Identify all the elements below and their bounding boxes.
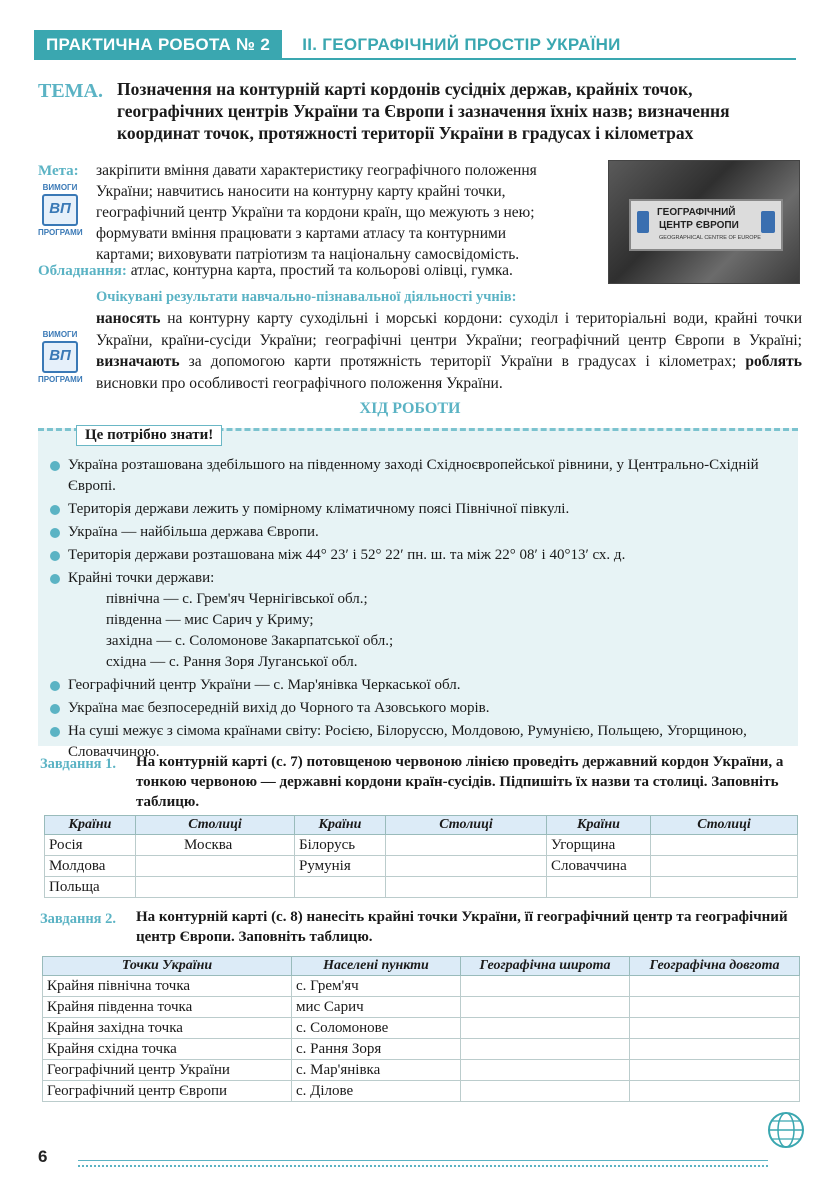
table-row xyxy=(43,997,800,1018)
table-cell[interactable] xyxy=(630,1039,800,1060)
course-of-work-title: ХІД РОБОТИ xyxy=(359,400,461,417)
table-cell[interactable] xyxy=(630,1081,800,1102)
bullet-icon xyxy=(50,551,60,561)
table-cell: мис Сарич xyxy=(292,997,461,1018)
table-row xyxy=(43,1060,800,1081)
task2-label: Завдання 2. xyxy=(40,911,117,927)
table-cell[interactable] xyxy=(386,856,547,877)
equipment-label: Обладнання: xyxy=(38,263,127,279)
section-title: II. ГЕОГРАФІЧНИЙ ПРОСТІР УКРАЇНИ xyxy=(282,30,796,60)
keyword-apply: наносять xyxy=(96,310,161,327)
list-item-text: Територія держави лежить у помірному кліматичному поясі Північної півкулі. xyxy=(68,501,570,517)
table-cell: Росія xyxy=(45,835,136,856)
badge-bottom-text: ПРОГРАМИ xyxy=(38,228,83,237)
bullet-icon xyxy=(50,704,60,714)
table-cell[interactable] xyxy=(651,856,798,877)
extreme-point: північна — с. Грем'яч Чернігівської обл.; xyxy=(106,591,368,607)
table-row xyxy=(43,1081,800,1102)
list-item xyxy=(50,568,792,673)
bullet-icon xyxy=(50,574,60,584)
table-cell: Географічний центр Європи xyxy=(43,1081,292,1102)
table-cell: Польща xyxy=(45,877,136,898)
bullet-icon xyxy=(50,727,60,737)
globe-icon xyxy=(766,1110,806,1150)
extreme-point: західна — с. Соломонове Закарпатської обл.; xyxy=(106,633,394,649)
need-to-know-title: Це потрібно знати! xyxy=(76,425,222,446)
table-cell[interactable] xyxy=(295,877,386,898)
task1-label: Завдання 1. xyxy=(40,756,117,772)
list-item xyxy=(50,675,792,696)
europe-center-photo xyxy=(608,160,800,284)
list-item xyxy=(50,499,792,520)
trident-icon xyxy=(637,211,649,233)
task2-table xyxy=(42,956,800,1102)
bullet-icon xyxy=(50,461,60,471)
photo-sign-line3: GEOGRAPHICAL CENTRE OF EUROPE xyxy=(659,235,761,241)
expected-text-part: висновки про особливості географічного положення України. xyxy=(96,374,503,392)
expected-results-text xyxy=(96,308,802,394)
table-cell[interactable] xyxy=(630,1060,800,1081)
list-item-text: Територія держави розташована між 44° 23′ і 52° 22′ пн. ш. та між 22° 08′ і 40°13′ сх. д. xyxy=(68,547,626,563)
goal-line: формувати вміння працювати з картами атласу та контурними xyxy=(96,225,507,242)
list-item xyxy=(50,545,792,566)
goal-label: Мета: xyxy=(38,163,79,179)
table-cell[interactable] xyxy=(547,877,651,898)
bullet-icon xyxy=(50,681,60,691)
program-requirements-badge-2 xyxy=(38,330,82,384)
equipment-text: атлас, контурна карта, простий та кольорові олівці, гумка. xyxy=(130,262,513,279)
column-header: Столиці xyxy=(136,816,295,835)
need-to-know-list xyxy=(50,455,792,765)
program-requirements-badge xyxy=(38,183,82,237)
table-header-row xyxy=(43,957,800,976)
footer-dotted-divider xyxy=(78,1165,768,1167)
table-cell: Білорусь xyxy=(295,835,386,856)
badge-bottom-text: ПРОГРАМИ xyxy=(38,375,83,384)
practical-work-label: ПРАКТИЧНА РОБОТА № 2 xyxy=(34,30,282,60)
goal-line: України; навчитись наносити на контурну карту крайні точки, xyxy=(96,183,506,200)
page-number: 6 xyxy=(38,1147,48,1166)
footer-divider xyxy=(78,1160,768,1161)
bullet-icon xyxy=(50,505,60,515)
table-cell[interactable] xyxy=(651,835,798,856)
expected-text-part: на контурну карту суходільні і морські кордони: суходіл і територіальні води, крайні точки України, країни-сусіди України; географічні центри України; географічний центр Європи в Україні; xyxy=(96,310,802,349)
list-item-text: На суші межує з сімома країнами світу: Росією, Білоруссю, Молдовою, Румунією, Польщею, Угорщиною, Словаччиною. xyxy=(68,723,747,760)
table-row xyxy=(45,877,798,898)
table-row xyxy=(43,1039,800,1060)
goal-line: картами; виховувати патріотизм та національну самосвідомість. xyxy=(96,246,520,263)
goal-text xyxy=(96,160,601,265)
expected-text-part: за допомогою карти протяжність території України в градусах і кілометрах; xyxy=(179,353,746,370)
table-cell: Словаччина xyxy=(547,856,651,877)
table-row xyxy=(45,835,798,856)
goal-line: географічний центр України та кордони країн, що межують з нею; xyxy=(96,204,535,221)
table-row xyxy=(43,976,800,997)
extreme-point: східна — с. Рання Зоря Луганської обл. xyxy=(106,654,358,670)
table-cell: Румунія xyxy=(295,856,386,877)
equipment-line xyxy=(38,260,598,282)
badge-logo-icon: ВП xyxy=(42,341,78,373)
badge-logo-icon: ВП xyxy=(42,194,78,226)
table-cell[interactable]: Москва xyxy=(136,835,295,856)
table-cell[interactable] xyxy=(461,976,630,997)
table-cell: Крайня східна точка xyxy=(43,1039,292,1060)
table-cell[interactable] xyxy=(461,1039,630,1060)
table-cell[interactable] xyxy=(461,997,630,1018)
list-item xyxy=(50,522,792,543)
extreme-point: південна — мис Сарич у Криму; xyxy=(106,612,314,628)
column-header: Географічна довгота xyxy=(630,957,800,976)
table-cell[interactable] xyxy=(651,877,798,898)
list-item-text: Україна розташована здебільшого на південному заході Східноєвропейської рівнини, у Центрально-Східній Європі. xyxy=(68,457,759,494)
table-cell: Крайня західна точка xyxy=(43,1018,292,1039)
table-cell: Географічний центр України xyxy=(43,1060,292,1081)
list-item-text: Україна — найбільша держава Європи. xyxy=(68,524,319,540)
column-header: Точки України xyxy=(43,957,292,976)
column-header: Країни xyxy=(45,816,136,835)
table-cell: с. Грем'яч xyxy=(292,976,461,997)
task1-table xyxy=(44,815,798,898)
keyword-determine: визначають xyxy=(96,353,180,370)
table-cell: Угорщина xyxy=(547,835,651,856)
page-header xyxy=(34,30,796,60)
table-header-row xyxy=(45,816,798,835)
badge-top-text: ВИМОГИ xyxy=(42,183,78,192)
photo-sign xyxy=(629,199,783,251)
task2-text: На контурній карті (с. 8) нанесіть крайні точки України, її географічний центр та географічний центр Європи. Заповніть таблицю. xyxy=(136,909,788,945)
table-cell[interactable] xyxy=(630,976,800,997)
column-header: Столиці xyxy=(386,816,547,835)
topic-text: Позначення на контурній карті кордонів сусідніх держав, крайніх точок, географічних центрів України та Європи і зазначення їхніх назв; визначення координат точок, протяжності території України в градусах і кілометрах xyxy=(117,79,730,143)
column-header: Населені пункти xyxy=(292,957,461,976)
photo-sign-line1: ГЕОГРАФІЧНИЙ xyxy=(657,207,736,218)
table-cell[interactable] xyxy=(461,1018,630,1039)
table-cell: с. Мар'янівка xyxy=(292,1060,461,1081)
table-cell[interactable] xyxy=(386,835,547,856)
table-cell: с. Рання Зоря xyxy=(292,1039,461,1060)
column-header: Країни xyxy=(295,816,386,835)
table-cell: с. Ділове xyxy=(292,1081,461,1102)
expected-results-title: Очікувані результати навчально-пізнавальної діяльності учнів: xyxy=(96,289,517,305)
table-cell[interactable] xyxy=(136,877,295,898)
badge-top-text: ВИМОГИ xyxy=(42,330,78,339)
bullet-icon xyxy=(50,528,60,538)
table-row xyxy=(43,1018,800,1039)
table-cell: Крайня північна точка xyxy=(43,976,292,997)
table-cell[interactable] xyxy=(461,1081,630,1102)
table-cell: Молдова xyxy=(45,856,136,877)
table-cell: Крайня південна точка xyxy=(43,997,292,1018)
list-item xyxy=(50,698,792,719)
table-cell[interactable] xyxy=(386,877,547,898)
coat-of-arms-icon xyxy=(761,211,775,233)
photo-sign-line2: ЦЕНТР ЄВРОПИ xyxy=(659,220,739,231)
task1-text: На контурній карті (с. 7) потовщеною червоною лінією проведіть державний кордон України, а тонкою червоною — державні кордони країн-сусідів. Підпишіть їх назви та столиці. Заповніть таблицю. xyxy=(136,754,784,810)
list-item-text: Україна має безпосередній вихід до Чорного та Азовського морів. xyxy=(68,700,490,716)
table-cell[interactable] xyxy=(630,1018,800,1039)
column-header: Географічна широта xyxy=(461,957,630,976)
list-item-text: Крайні точки держави: xyxy=(68,570,215,586)
topic-label: ТЕМА. xyxy=(38,80,103,102)
column-header: Країни xyxy=(547,816,651,835)
table-row xyxy=(45,856,798,877)
list-item xyxy=(50,455,792,497)
table-cell: с. Соломонове xyxy=(292,1018,461,1039)
keyword-conclude: роблять xyxy=(745,353,802,370)
table-cell[interactable] xyxy=(461,1060,630,1081)
table-cell[interactable] xyxy=(630,997,800,1018)
column-header: Столиці xyxy=(651,816,798,835)
table-cell[interactable] xyxy=(136,856,295,877)
goal-line: закріпити вміння давати характеристику географічного положення xyxy=(96,162,537,179)
list-item-text: Географічний центр України — с. Мар'янівка Черкаської обл. xyxy=(68,677,461,693)
